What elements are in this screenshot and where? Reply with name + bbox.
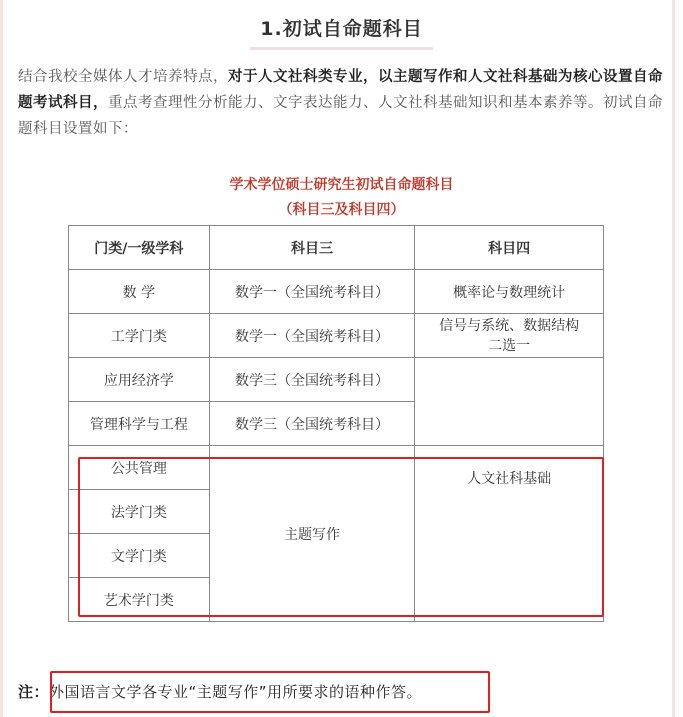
cell-subject4 xyxy=(415,314,604,358)
cell-category: 艺术学门类 xyxy=(69,578,210,622)
cell-subject4-line1: 信号与系统、数据结构 xyxy=(439,317,580,334)
header-subject4: 科目四 xyxy=(415,226,604,270)
cell-category: 法学门类 xyxy=(69,490,210,534)
cell-category: 文学门类 xyxy=(69,534,210,578)
cell-merged-subject3: 主题写作 xyxy=(209,446,415,622)
header-subject3: 科目三 xyxy=(209,226,415,270)
cell-subject3: 数学一（全国统考科目） xyxy=(209,314,415,358)
note-text: 外国语言文学各专业“主题写作”用所要求的语种作答。 xyxy=(49,683,423,701)
intro-part2: 重点考查理性分析能力、文字表达能力、人文社科基础知识和基本素养等。初试自命题科目设置如下： xyxy=(18,95,663,137)
cell-category: 数 学 xyxy=(69,270,210,314)
cell-merged-subject4: 人文社科基础 xyxy=(415,446,604,622)
table-subtitle: （科目三及科目四） xyxy=(278,202,405,218)
table-title: 学术学位硕士研究生初试自命题科目 xyxy=(229,177,454,193)
cell-subject4-empty xyxy=(415,358,604,446)
cell-subject4-line2: 二选一 xyxy=(488,337,531,354)
left-border xyxy=(0,0,3,717)
intro-part1: 结合我校全媒体人才培养特点， xyxy=(18,69,228,85)
note xyxy=(18,681,422,702)
right-border xyxy=(672,0,675,717)
cell-subject3: 数学三（全国统考科目） xyxy=(209,402,415,446)
cell-subject3: 数学一（全国统考科目） xyxy=(209,270,415,314)
intro-bold: 对于人文社科类专业，以主题写作和人文社科基础为核心设置自命题考试科目， xyxy=(18,69,663,111)
cell-category: 管理科学与工程 xyxy=(69,402,210,446)
heading-wrap xyxy=(0,14,683,50)
header-category: 门类/一级学科 xyxy=(69,226,210,270)
cell-category: 工学门类 xyxy=(69,314,210,358)
cell-subject4: 概率论与数理统计 xyxy=(415,270,604,314)
table-row xyxy=(69,314,604,358)
section-heading: 1.初试自命题科目 xyxy=(250,14,432,50)
note-label: 注： xyxy=(18,683,50,701)
subjects-table xyxy=(68,225,604,622)
cell-subject3: 数学三（全国统考科目） xyxy=(209,358,415,402)
table-row xyxy=(69,270,604,314)
cell-category: 公共管理 xyxy=(69,446,210,490)
table-header-row xyxy=(69,226,604,270)
table-row xyxy=(69,446,604,490)
intro-paragraph xyxy=(18,64,666,142)
table-row xyxy=(69,358,604,402)
cell-category: 应用经济学 xyxy=(69,358,210,402)
